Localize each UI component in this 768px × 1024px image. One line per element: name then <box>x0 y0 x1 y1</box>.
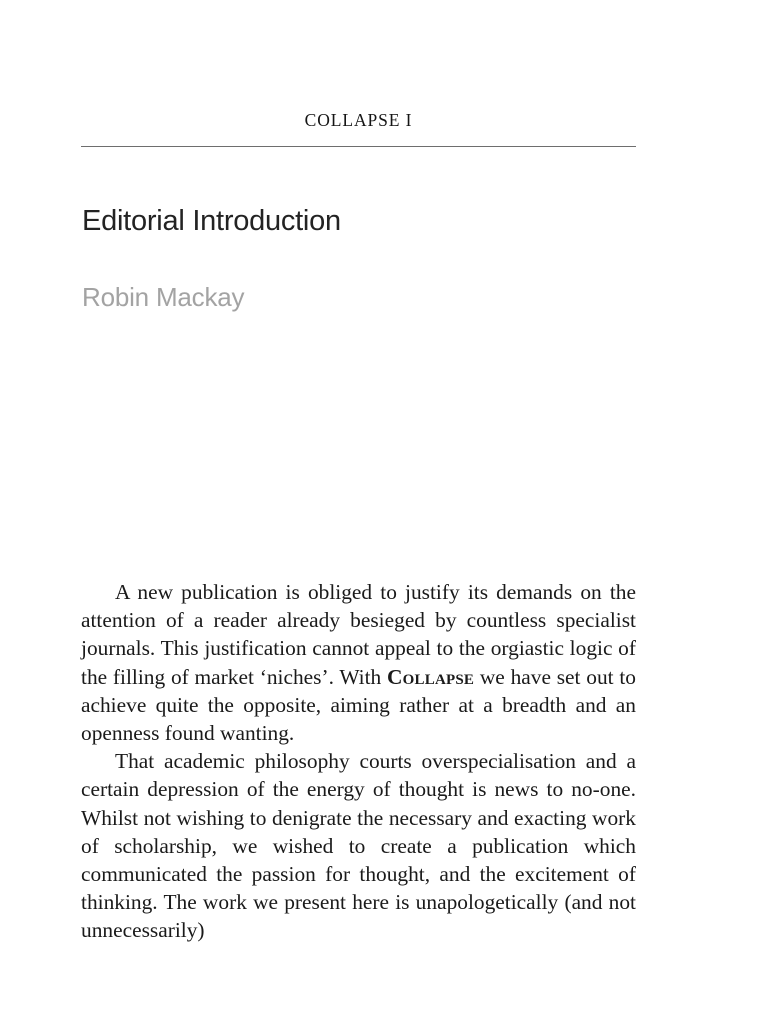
journal-name-inline: Collapse <box>387 664 475 689</box>
body-text-block <box>81 578 636 945</box>
author-byline: Robin Mackay <box>82 282 245 312</box>
body-paragraph-1 <box>81 578 636 747</box>
page-title: Editorial Introduction <box>82 205 341 238</box>
body-paragraph-2: That academic philosophy courts overspecialisation and a certain depression of the energy of thought is news to no-one. Whilst not wishing to denigrate the necessary and exacting work of scholarship, we wished to create a publication which communicated the passion for thought, and the excitement of thinking. The work we present here is unapologetically (and not unnecessarily) <box>81 749 636 943</box>
paragraph-1-text-before-journal: A new publication is obliged to justify its demands on the attention of a reader already besieged by countless specialist journals. This justification cannot appeal to the orgiastic logic of the filling of market ‘niches’. With <box>81 580 636 689</box>
paragraph-1-text-after-journal: we have set out to achieve quite the opposite, aiming rather at a breadth and an openness found wanting. <box>81 664 636 746</box>
header-rule-divider <box>81 146 636 147</box>
running-head: COLLAPSE I <box>304 110 413 130</box>
